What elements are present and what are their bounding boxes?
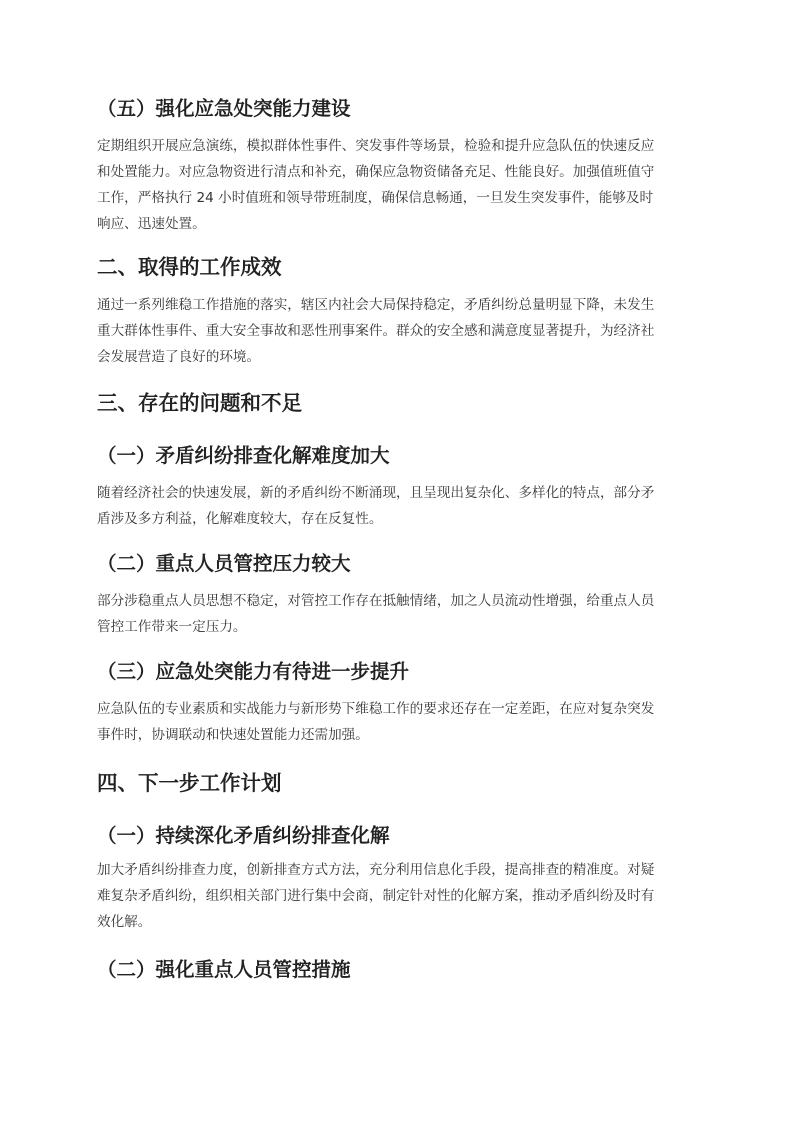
paragraph-line: 随着经济社会的快速发展，新的矛盾纠纷不断涌现，且呈现出复杂化、多样化的特点，部分矛	[97, 485, 655, 501]
paragraph-line: 会发展营造了良好的环境。	[97, 349, 261, 365]
paragraph-emergency-capacity	[97, 133, 707, 237]
paragraph-achievements	[97, 292, 707, 370]
paragraph-line: 事件时，协调联动和快速处置能力还需加强。	[97, 727, 369, 743]
paragraph-line: 难复杂矛盾纠纷，组织相关部门进行集中会商，制定针对性的化解方案，推动矛盾纠纷及时有	[97, 888, 655, 904]
paragraph-deepen-dispute-resolution	[97, 857, 707, 935]
paragraph-line: 通过一系列维稳工作措施的落实，辖区内社会大局保持稳定，矛盾纠纷总量明显下降，未发生	[97, 297, 655, 313]
paragraph-line: 效化解。	[97, 914, 152, 930]
subsection-heading-key-personnel-pressure: （二）重点人员管控压力较大	[97, 552, 351, 575]
paragraph-line: 应急队伍的专业素质和实战能力与新形势下维稳工作的要求还存在一定差距，在应对复杂突发	[97, 701, 655, 717]
paragraph-line: 管控工作带来一定压力。	[97, 619, 247, 635]
paragraph-line: 加大矛盾纠纷排查力度，创新排查方式方法，充分利用信息化手段，提高排查的精准度。对疑	[97, 862, 655, 878]
paragraph-emergency-improvement	[97, 696, 707, 748]
section-heading-problems: 三、存在的问题和不足	[97, 391, 302, 415]
subsection-heading-deepen-dispute-resolution: （一）持续深化矛盾纠纷排查化解	[97, 824, 390, 847]
paragraph-key-personnel-pressure	[97, 588, 707, 640]
paragraph-line: 重大群体性事件、重大安全事故和恶性刑事案件。群众的安全感和满意度显著提升，为经济社	[97, 323, 655, 339]
section-heading-next-steps: 四、下一步工作计划	[97, 771, 282, 795]
paragraph-dispute-difficulty	[97, 480, 707, 532]
subsection-heading-dispute-difficulty: （一）矛盾纠纷排查化解难度加大	[97, 444, 390, 467]
section-heading-achievements: 二、取得的工作成效	[97, 255, 282, 279]
paragraph-line: 部分涉稳重点人员思想不稳定，对管控工作存在抵触情绪，加之人员流动性增强，给重点人员	[97, 593, 655, 609]
subsection-heading-emergency-improvement: （三）应急处突能力有待进一步提升	[97, 660, 410, 683]
paragraph-line: 盾涉及多方利益，化解难度较大，存在反复性。	[97, 511, 383, 527]
section-heading-emergency-capacity: （五）强化应急处突能力建设	[97, 97, 351, 120]
paragraph-line: 和处置能力。对应急物资进行清点和补充，确保应急物资储备充足、性能良好。加强值班值守	[97, 164, 655, 180]
paragraph-line: 响应、迅速处置。	[97, 216, 206, 232]
paragraph-line: 定期组织开展应急演练，模拟群体性事件、突发事件等场景，检验和提升应急队伍的快速反应	[97, 138, 655, 154]
subsection-heading-strengthen-personnel-control: （二）强化重点人员管控措施	[97, 958, 351, 981]
paragraph-line: 工作，严格执行 24 小时值班和领导带班制度，确保信息畅通，一旦发生突发事件，能够及时	[97, 190, 654, 206]
